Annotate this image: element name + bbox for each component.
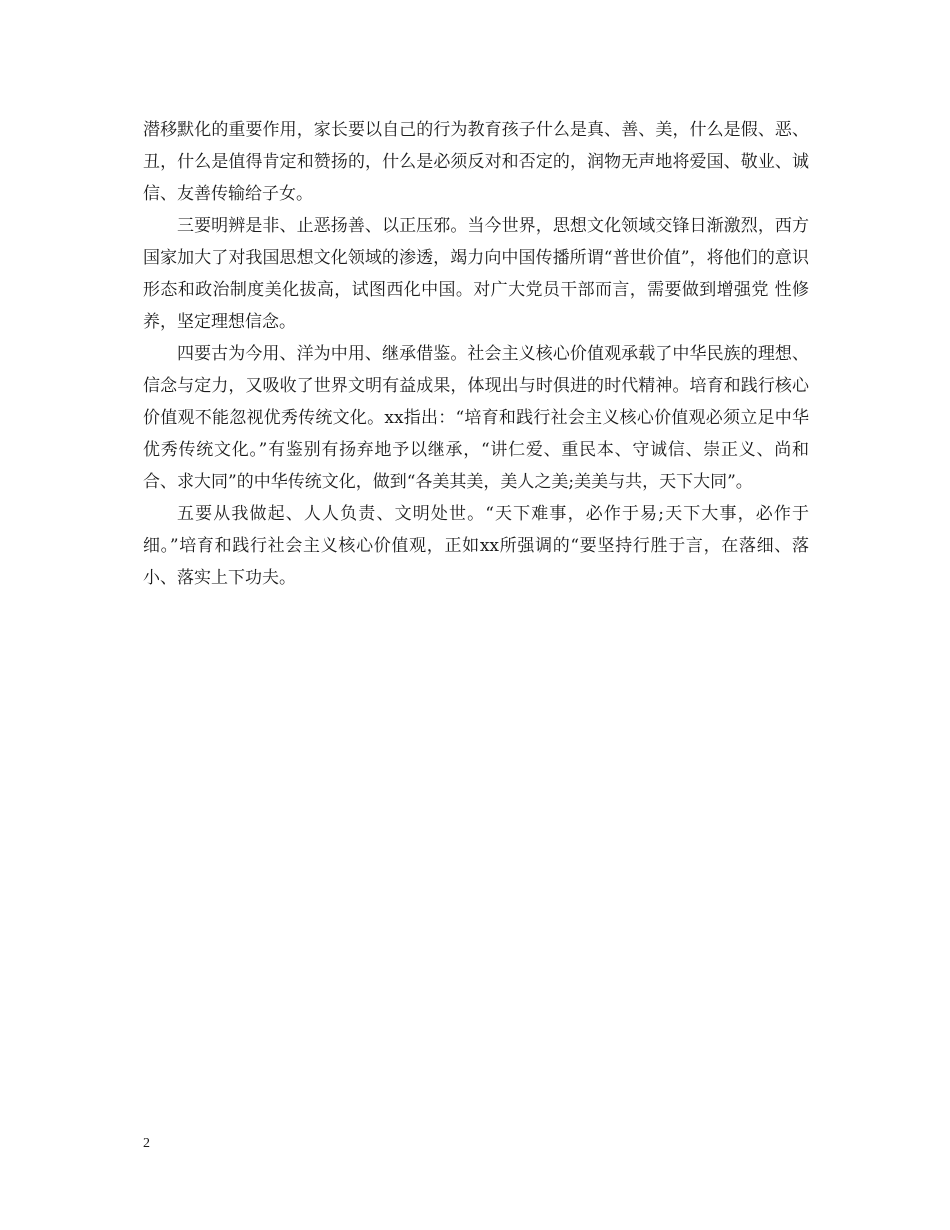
paragraph-point-three: 三要明辨是非、止恶扬善、以正压邪。当今世界，思想文化领域交锋日渐激烈，西方国家加大了对我国思想文化领域的渗透，竭力向中国传播所谓“普世价值”，将他们的意识形态和政治制度美化拔高，试图西化中国。对广大党员干部而言，需要做到增强党 性修养，坚定理想信念。 <box>143 216 809 332</box>
document-body <box>143 114 809 594</box>
paragraph-point-five: 五要从我做起、人人负责、文明处世。“天下难事，必作于易;天下大事，必作于细。”培育和践行社会主义核心价值观，正如xx所强调的“要坚持行胜于言，在落细、落小、落实上下功夫。 <box>143 504 809 588</box>
page-number: 2 <box>143 1136 150 1151</box>
paragraph-continuation: 潜移默化的重要作用，家长要以自己的行为教育孩子什么是真、善、美，什么是假、恶、丑，什么是值得肯定和赞扬的，什么是必须反对和否定的，润物无声地将爱国、敬业、诚信、友善传输给子女。 <box>143 120 809 204</box>
paragraph-point-four: 四要古为今用、洋为中用、继承借鉴。社会主义核心价值观承载了中华民族的理想、信念与定力，又吸收了世界文明有益成果，体现出与时俱进的时代精神。培育和践行核心价值观不能忽视优秀传统文化。xx指出：“培育和践行社会主义核心价值观必须立足中华优秀传统文化。”有鉴别有扬弃地予以继承，“讲仁爱、重民本、守诚信、崇正义、尚和合、求大同”的中华传统文化，做到“各美其美，美人之美;美美与共，天下大同”。 <box>143 344 809 492</box>
